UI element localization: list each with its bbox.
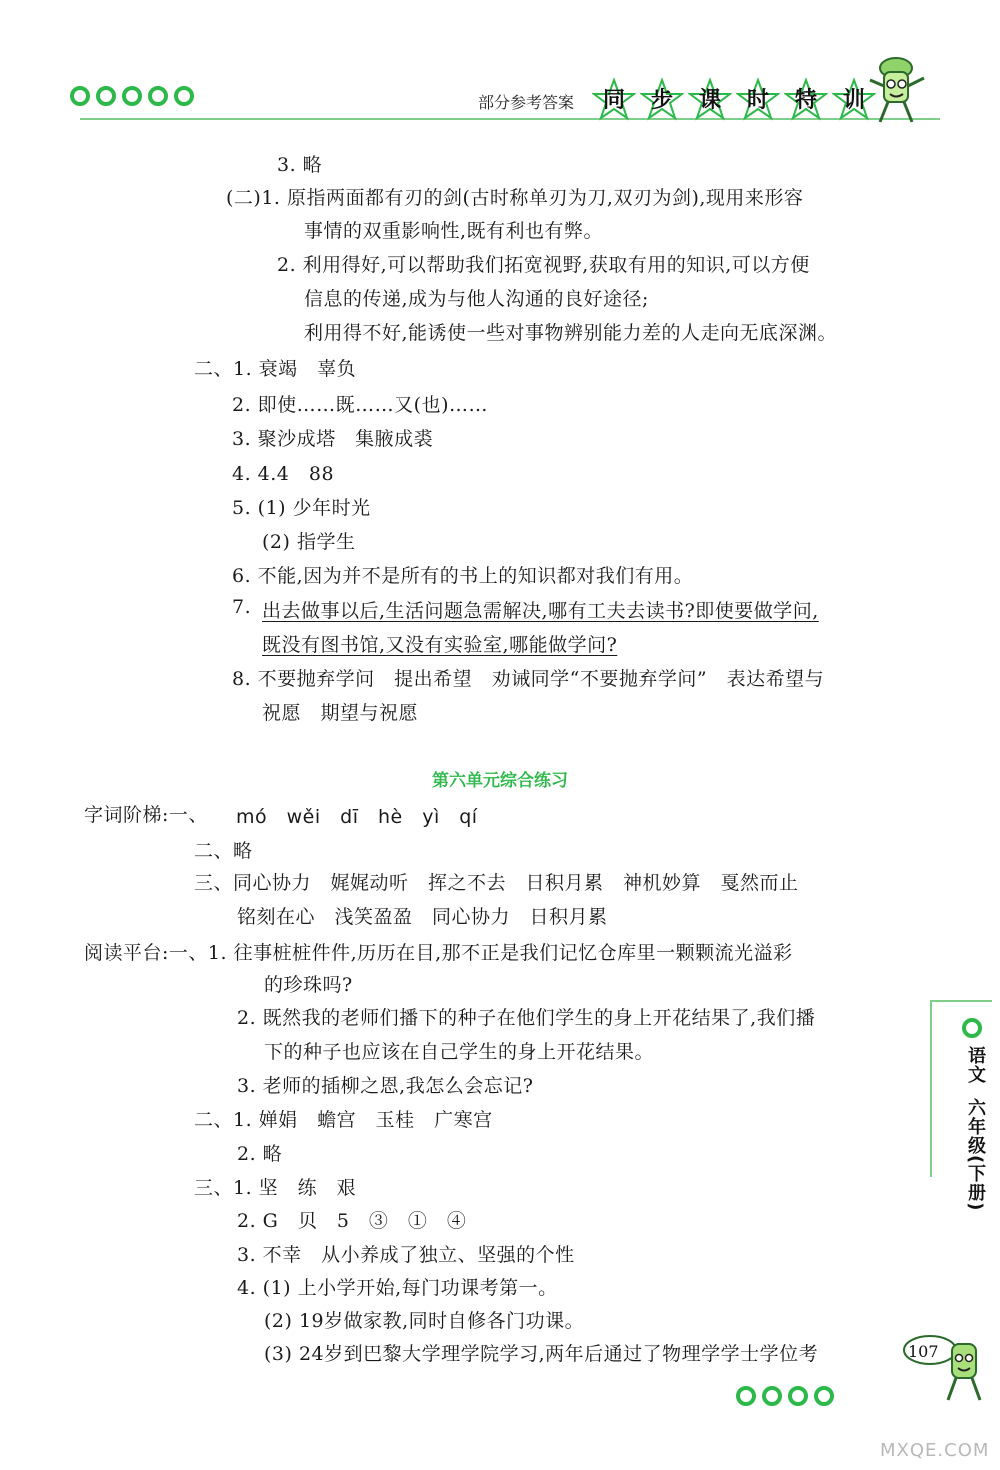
- answer-line: 2. 利用得好,可以帮助我们拓宽视野,获取有用的知识,可以方便: [277, 254, 810, 276]
- answer-line: 3. 老师的插柳之恩,我怎么会忘记?: [237, 1075, 534, 1097]
- side-subject: 语文: [965, 1046, 986, 1084]
- side-grade: 六年级(下册): [965, 1098, 986, 1212]
- underlined-answer: 出去做事以后,生活问题急需解决,哪有工夫去读书?即使要做学问,: [262, 600, 819, 622]
- pencil-mascot-icon: [866, 50, 930, 130]
- answer-line: 5. (1) 少年时光: [232, 497, 371, 519]
- title-char: 同: [602, 88, 625, 113]
- star-icon: [784, 78, 828, 122]
- answer-line: 2. 略: [237, 1143, 283, 1165]
- answer-line: 二、1. 衰竭 辜负: [194, 358, 357, 380]
- title-char: 步: [650, 88, 673, 113]
- answer-line: (2) 19岁做家教,同时自修各门功课。: [264, 1310, 585, 1332]
- answer-line: 2. 既然我的老师们播下的种子在他们学生的身上开花结果了,我们播: [237, 1007, 816, 1029]
- ring-icon: [174, 86, 194, 106]
- header-label: 部分参考答案: [478, 93, 575, 112]
- answer-line: 信息的传递,成为与他人沟通的良好途径;: [304, 288, 649, 310]
- ring-icon: [148, 86, 168, 106]
- page-header: [0, 0, 1000, 140]
- answer-line: 二、略: [194, 840, 253, 862]
- title-char: 时: [746, 88, 769, 113]
- ring-icon: [736, 1386, 756, 1406]
- underlined-answer: 既没有图书馆,又没有实验室,哪能做学问?: [262, 634, 618, 656]
- answer-line: 利用得不好,能诱使一些对事物辨别能力差的人走向无底深渊。: [304, 322, 838, 344]
- ci-label: 字词阶梯:一、: [84, 804, 208, 826]
- answer-line: 二、1. 婵娟 蟾宫 玉桂 广寒宫: [194, 1109, 493, 1131]
- watermark: MXQE.COM: [880, 1440, 990, 1461]
- star-icon: [688, 78, 732, 122]
- answer-line: 4. (1) 上小学开始,每门功课考第一。: [237, 1277, 558, 1299]
- answer-line: 阅读平台:一、1. 往事桩桩件件,历历在目,那不正是我们记忆仓库里一颗颗流光溢彩: [84, 942, 793, 964]
- ring-icon: [70, 86, 90, 106]
- answer-line: 三、1. 坚 练 艰: [194, 1177, 357, 1199]
- star-icon: [640, 78, 684, 122]
- answer-line: 3. 聚沙成塔 集腋成裘: [232, 428, 434, 450]
- answer-line: 三、同心协力 娓娓动听 挥之不去 日积月累 神机妙算 戛然而止: [194, 872, 799, 894]
- ring-icon: [962, 1018, 982, 1038]
- answer-line: 下的种子也应该在自己学生的身上开花结果。: [264, 1041, 655, 1063]
- header-circles: [70, 86, 194, 106]
- header-title: [592, 78, 876, 122]
- answer-line: 的珍珠吗?: [264, 974, 353, 996]
- title-char: 课: [698, 88, 721, 113]
- page-number: 107: [908, 1342, 939, 1361]
- answer-line: 事情的双重影响性,既有利也有弊。: [304, 220, 604, 242]
- section-title: 第六单元综合练习: [432, 771, 568, 791]
- title-char: 训: [842, 88, 865, 113]
- ring-icon: [122, 86, 142, 106]
- ring-icon: [814, 1386, 834, 1406]
- footer-circles: [736, 1386, 834, 1406]
- answer-line: 4. 4.4 88: [232, 463, 335, 485]
- answer-line: 铭刻在心 浅笑盈盈 同心协力 日积月累: [237, 906, 608, 928]
- answer-line: 7.: [232, 596, 258, 618]
- title-char: 特: [794, 88, 817, 113]
- pinyin-answers: mó wěi dī hè yì qí: [236, 806, 478, 828]
- star-icon: [736, 78, 780, 122]
- answer-line: (2) 指学生: [262, 531, 356, 553]
- answer-line: 2. G 贝 5 ③ ① ④: [237, 1210, 467, 1232]
- answer-line: 3. 不幸 从小养成了独立、坚强的个性: [237, 1244, 575, 1266]
- answer-line: 祝愿 期望与祝愿: [262, 702, 419, 724]
- answer-line: 3. 略: [277, 154, 323, 176]
- answer-line: (二)1. 原指两面都有刃的剑(古时称单刃为刀,双刃为剑),现用来形容: [226, 187, 804, 209]
- ring-icon: [762, 1386, 782, 1406]
- ring-icon: [96, 86, 116, 106]
- answer-line: 6. 不能,因为并不是所有的书上的知识都对我们有用。: [232, 565, 694, 587]
- answer-line: (3) 24岁到巴黎大学理学院学习,两年后通过了物理学学士学位考: [264, 1343, 819, 1365]
- ring-icon: [788, 1386, 808, 1406]
- answer-line: 8. 不要抛弃学问 提出希望 劝诫同学“不要抛弃学问” 表达希望与: [232, 668, 825, 690]
- star-icon: [592, 78, 636, 122]
- answer-line: 2. 即使……既……又(也)……: [232, 394, 488, 416]
